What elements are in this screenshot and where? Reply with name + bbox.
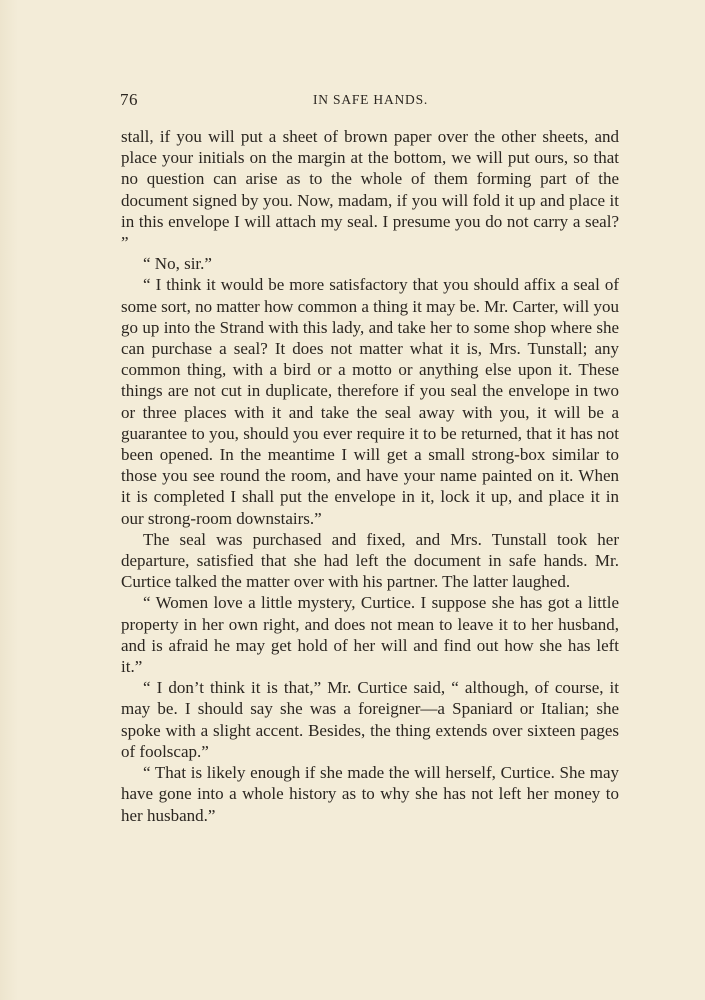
- running-title: IN SAFE HANDS.: [313, 92, 429, 107]
- paragraph-narration: The seal was purchased and fixed, and Mrs. Tunstall took her departure, satisfied that she had left the document in safe hands. Mr. Curtice talked the matter over with his partner. The latter laughed.: [121, 529, 619, 592]
- body-text: [121, 126, 619, 826]
- paragraph-dialogue: “ I don’t think it is that,” Mr. Curtice said, “ although, of course, it may be. I should say she was a foreigner—a Spaniard or Italian; she spoke with a slight accent. Besides, the thing extends over sixteen pages of foolscap.”: [121, 678, 619, 761]
- paragraph-dialogue: “ Women love a little mystery, Curtice. I suppose she has got a little property in her own right, and does not mean to leave it to her husband, and is afraid he may get hold of her will and find out how she has left it.”: [121, 593, 619, 677]
- page-number: 76: [120, 90, 138, 109]
- paragraph-dialogue: “ I think it would be more satisfactory that you should affix a seal of some sort, no matter how common a thing it may be. Mr. Carter, will you go up into the Strand with this lady, and take her to some shop where she can purchase a seal? It does not matter what it is, Mrs. Tunstall; any common thing, with a bird or a motto or anything else upon it. These things are not cut in duplicate, therefore if you seal the envelope in two or three places with it and take the seal away with you, it will be a guarantee to you, should you ever require it to be returned, that it has not been opened. In the meantime I will get a small strong-box similar to those you see round the room, and have your name painted on it. When it is completed I shall put the envelope in it, lock it up, and place it in our strong-room downstairs.”: [121, 275, 619, 528]
- page-header: [120, 90, 620, 112]
- paragraph-continuation: stall, if you will put a sheet of brown paper over the other sheets, and place your initials on the margin at the bottom, we will put ours, so that no question can arise as to the whole of them forming part of the document signed by you. Now, madam, if you will fold it up and place it in this envelope I will attach my seal. I presume you do not carry a seal? ”: [121, 127, 619, 253]
- paragraph-dialogue: “ No, sir.”: [143, 254, 212, 274]
- paragraph-dialogue: “ That is likely enough if she made the will herself, Curtice. She may have gone into a whole history as to why she has not left her money to her husband.”: [121, 763, 619, 825]
